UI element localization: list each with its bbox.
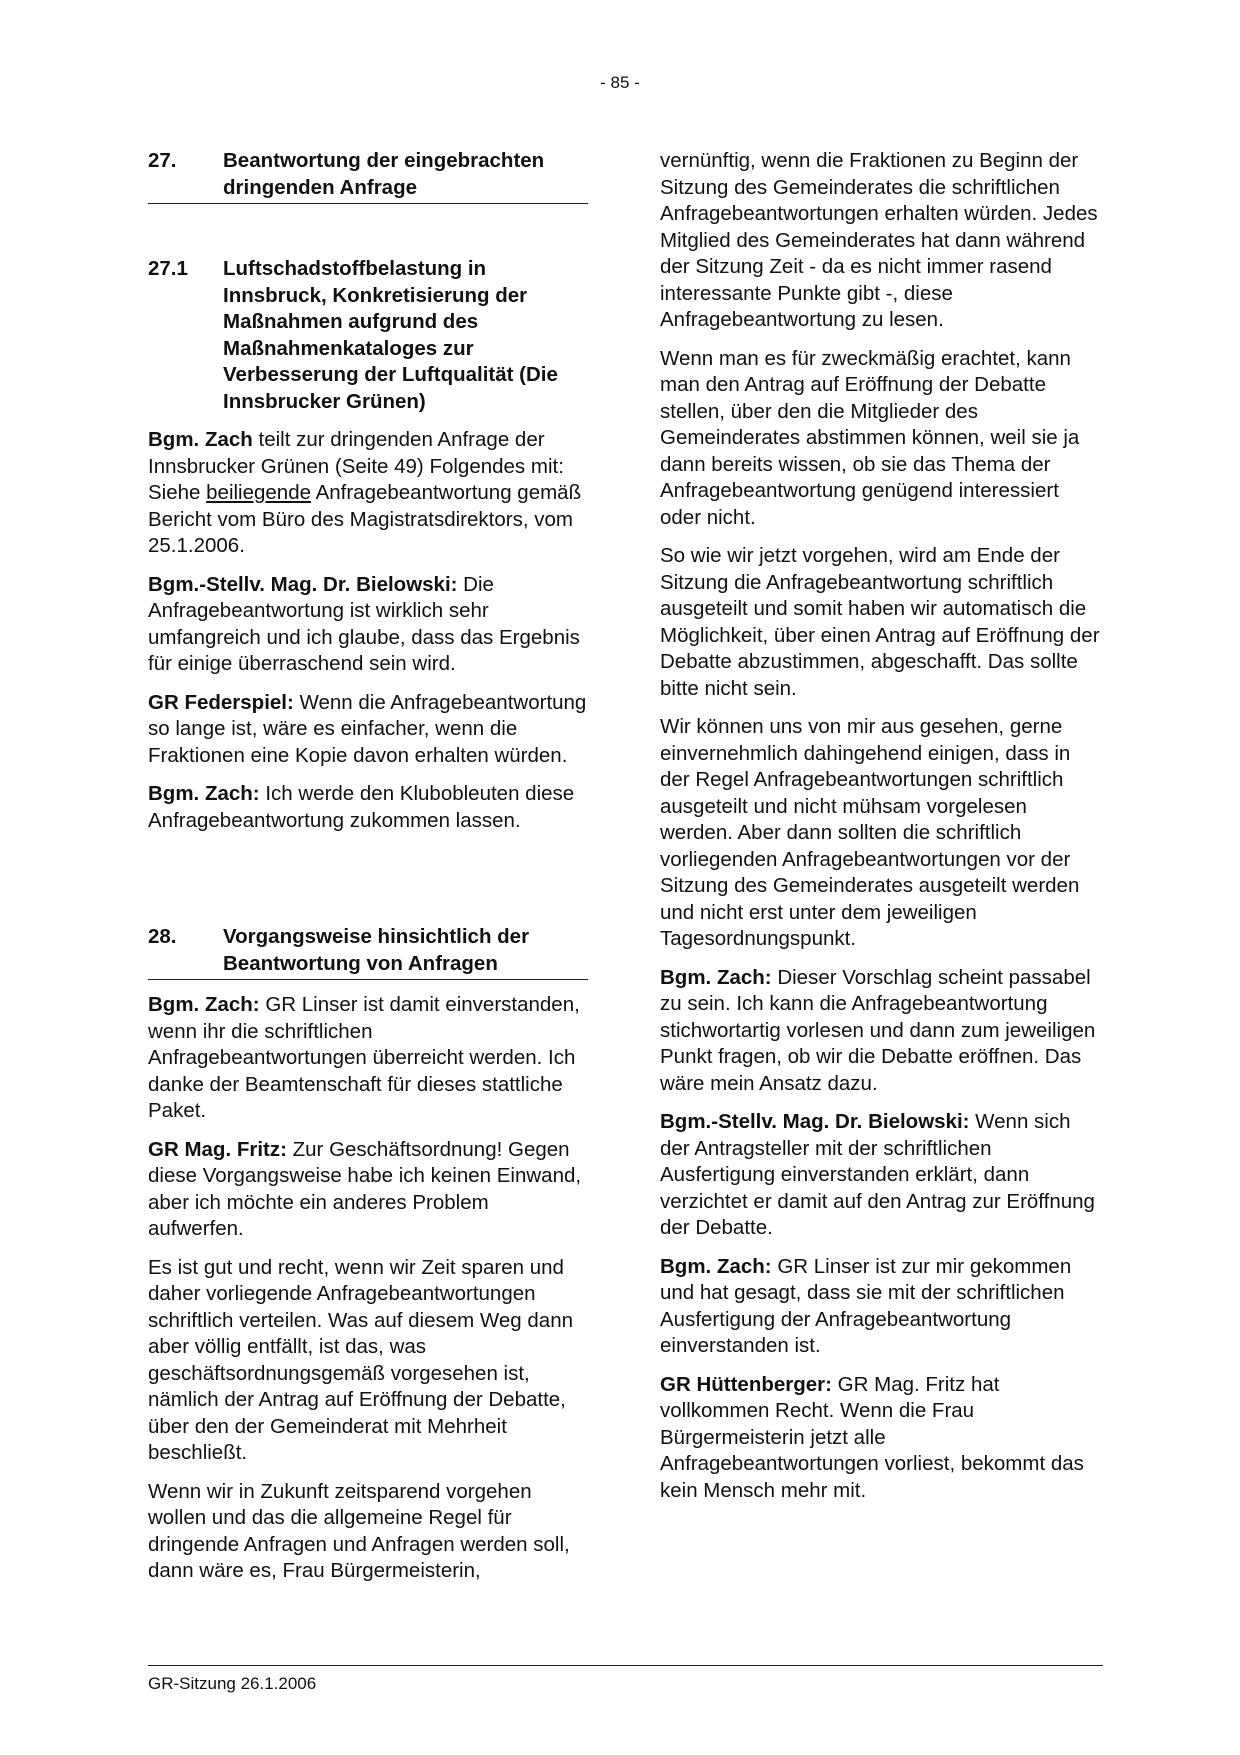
section-title: Luftschadstoffbelastung in Innsbruck, Konkretisierung der Maßnahmen aufgrund des Maßnahmenkataloges zur Verbesserung der Luftqualität (Die Innsbrucker Grünen) [223,257,558,413]
speaker-name: GR Hüttenberger: [660,1372,832,1396]
right-column [660,148,1100,1516]
speaker-name: GR Mag. Fritz: [148,1137,287,1161]
speaker-name: Bgm.-Stellv. Mag. Dr. Bielowski: [148,572,458,596]
section-number: 27.1 [148,257,188,280]
left-column [148,148,588,1597]
paragraph: Bgm.-Stellv. Mag. Dr. Bielowski: Wenn sich der Antragsteller mit der schriftlichen Ausfertigung einverstanden erklärt, dann verzichtet er damit auf den Antrag zur Eröffnung der Debatte. [660,1110,1095,1239]
paragraph: Bgm. Zach: GR Linser ist damit einverstanden, wenn ihr die schriftlichen Anfragebeantwortungen überreicht werden. Ich danke der Beamtenschaft für dieses stattliche Paket. [148,993,580,1122]
paragraph: Bgm. Zach: Ich werde den Klubobleuten diese Anfragebeantwortung zukommen lassen. [148,782,575,832]
section-title: Vorgangsweise hinsichtlich der Beantwortung von Anfragen [223,925,530,975]
paragraph: GR Federspiel: Wenn die Anfragebeantwortung so lange ist, wäre es einfacher, wenn die Fraktionen eine Kopie davon erhalten würden. [148,690,587,767]
speaker-name: Bgm.-Stellv. Mag. Dr. Bielowski: [660,1110,970,1133]
paragraph: vernünftig, wenn die Fraktionen zu Beginn der Sitzung des Gemeinderates die schriftlichen Anfragebeantwortungen erhalten würden. Jedes Mitglied des Gemeinderates hat dann während der Sitzung Zeit - da es nicht immer rasend interessante Punkte gibt -, diese Anfragebeantwortung zu lesen. [660,149,1098,331]
section-heading-28 [148,924,588,980]
paragraph: Bgm. Zach teilt zur dringenden Anfrage der Innsbrucker Grünen (Seite 49) Folgendes mit: Siehe beiliegende Anfragebeantwortung gemäß Bericht vom Büro des Magistratsdirektors, vom 25.1.2006. [148,428,582,557]
footer-text: GR-Sitzung 26.1.2006 [148,1674,317,1693]
speaker-name: Bgm. Zach [148,428,253,451]
section-title: Beantwortung der eingebrachten dringenden Anfrage [223,149,545,199]
paragraph: Bgm. Zach: Dieser Vorschlag scheint passabel zu sein. Ich kann die Anfragebeantwortung stichwortartig vorlesen und dann zum jeweiligen Punkt fragen, ob wir die Debatte eröffnen. Das wäre mein Ansatz dazu. [660,965,1096,1095]
section-heading-27 [148,148,588,204]
paragraph: Bgm.-Stellv. Mag. Dr. Bielowski: Die Anfragebeantwortung ist wirklich sehr umfangreich und ich glaube, dass das Ergebnis für einige überraschend sein wird. [148,572,580,675]
paragraph: Es ist gut und recht, wenn wir Zeit sparen und daher vorliegende Anfragebeantwortungen schriftlich verteilen. Was auf diesem Weg dann aber völlig entfällt, ist das, was geschäftsordnungsgemäß vorgesehen ist, nämlich der Antrag auf Eröffnung der Debatte, über den der Gemeinderat mit Mehrheit beschließt. [148,1255,573,1464]
section-number: 27. [148,149,177,172]
paragraph: GR Hüttenberger: GR Mag. Fritz hat vollkommen Recht. Wenn die Frau Bürgermeisterin jetzt alle Anfragebeantwortungen vorliest, bekommt das kein Mensch mehr mit. [660,1372,1084,1502]
footer-divider [148,1665,1103,1666]
paragraph: GR Mag. Fritz: Zur Geschäftsordnung! Gegen diese Vorgangsweise habe ich keinen Einwand, aber ich möchte ein anderes Problem aufwerfen. [148,1137,582,1240]
speaker-name: Bgm. Zach: [660,965,772,989]
section-number: 28. [148,925,177,948]
speaker-name: Bgm. Zach: [660,1254,772,1278]
paragraph: Wenn man es für zweckmäßig erachtet, kann man den Antrag auf Eröffnung der Debatte stellen, über den die Mitglieder des Gemeinderates abstimmen können, weil sie ja dann bereits wissen, ob sie das Thema der Anfragebeantwortung genügend interessiert oder nicht. [660,346,1080,529]
speaker-name: Bgm. Zach: [148,782,260,805]
speaker-name: GR Federspiel: [148,690,294,714]
section-heading-27-1 [148,256,588,415]
paragraph: Wenn wir in Zukunft zeitsparend vorgehen wollen und das die allgemeine Regel für dringende Anfragen und Anfragen werden soll, dann wäre es, Frau Bürgermeisterin, [148,1479,570,1582]
paragraph: Bgm. Zach: GR Linser ist zur mir gekommen und hat gesagt, dass sie mit der schriftlichen Ausfertigung der Anfragebeantwortung einverstanden ist. [660,1254,1072,1357]
underlined-word: beiliegende [206,481,312,504]
paragraph: So wie wir jetzt vorgehen, wird am Ende der Sitzung die Anfragebeantwortung schriftlich ausgeteilt und somit haben wir automatisch die Möglichkeit, über einen Antrag auf Eröffnung der Debatte abzustimmen, abgeschafft. Das sollte bitte nicht sein. [660,544,1100,700]
speaker-name: Bgm. Zach: [148,993,260,1016]
paragraph: Wir können uns von mir aus gesehen, gerne einvernehmlich dahingehend einigen, dass in der Regel Anfragebeantwortungen schriftlich ausgeteilt und nicht mühsam vorgelesen werden. Aber dann sollten die schriftlich vorliegenden Anfragebeantwortungen vor der Sitzung des Gemeinderates ausgeteilt werden und nicht erst unter dem jeweiligen Tagesordnungspunkt. [660,715,1080,950]
page-number: - 85 - [600,73,640,92]
